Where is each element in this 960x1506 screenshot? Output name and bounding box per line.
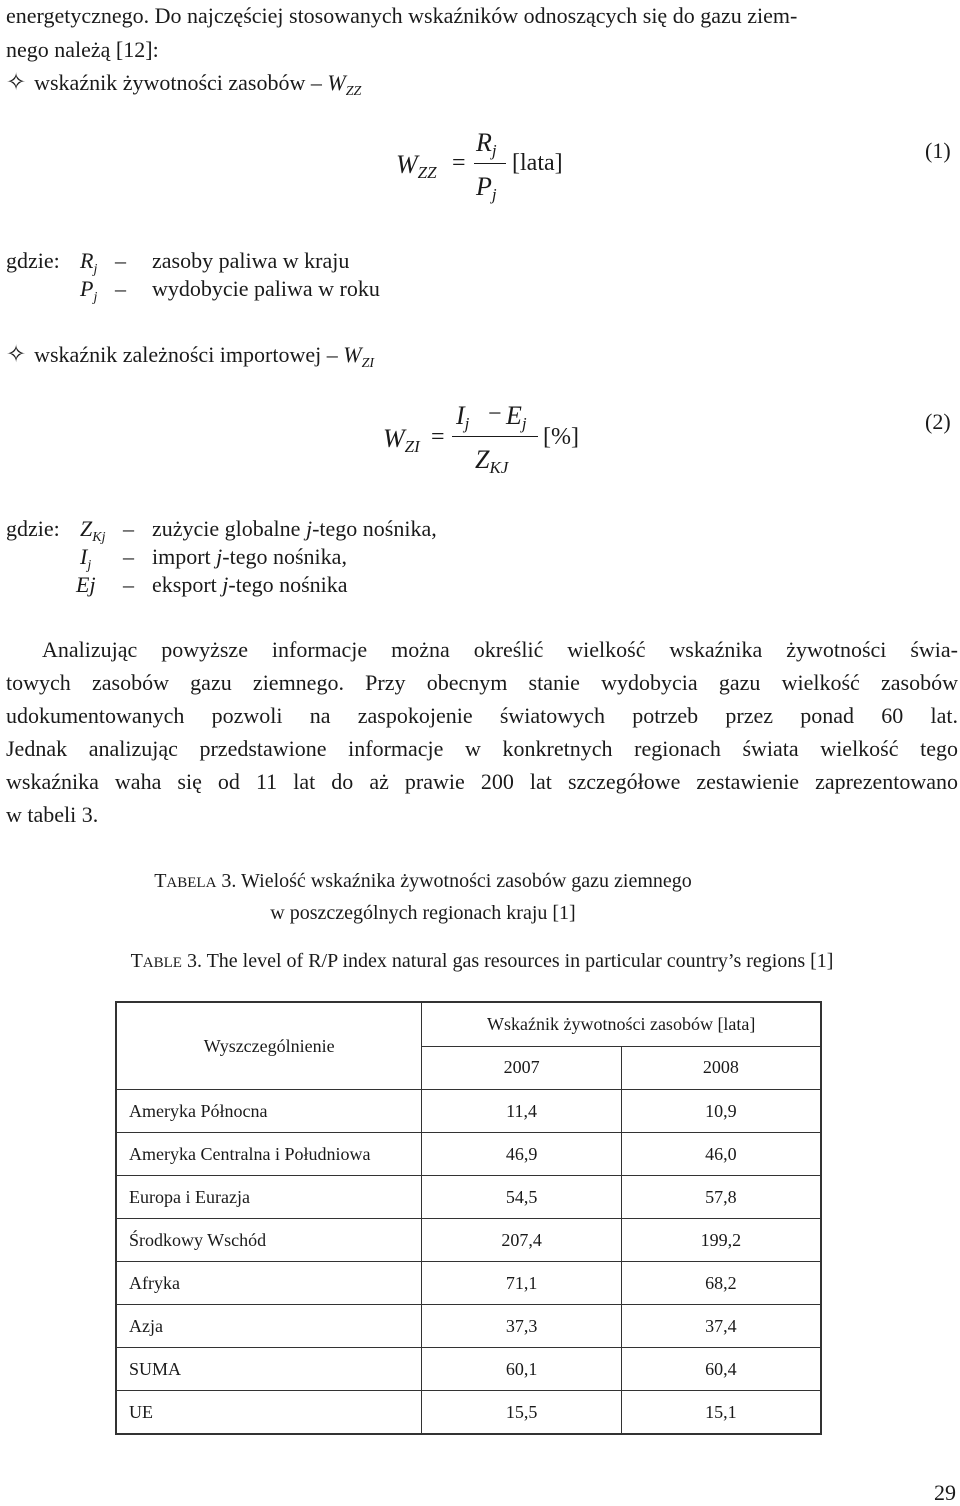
table-caption-en: TABLE 3. The level of R/P index natural gas resources in particular country’s regions [1]	[130, 950, 834, 972]
where-2-dash-2: –	[123, 572, 134, 597]
table-row	[116, 1348, 821, 1391]
table-row	[116, 1176, 821, 1219]
where-1-sym-1: $P_j$	[80, 276, 98, 305]
row-value-2007: 60,1	[422, 1348, 621, 1391]
formula-2-numerator-b: $E_j$	[506, 401, 527, 433]
formula-2-denominator: $Z_{KJ}$	[475, 445, 509, 477]
formula-1-unit: [lata]	[512, 150, 563, 176]
indicator-zi-label: wskaźnik zależności importowej –	[34, 342, 344, 367]
row-value-2008: 46,0	[621, 1133, 821, 1176]
indicator-zz-sub: ZZ	[345, 84, 362, 99]
page-number: 29	[934, 1480, 956, 1505]
paragraph-line: Jednak analizując przedstawione informacje w konkretnych regionach świata wielkość tego	[6, 736, 958, 761]
table-row	[116, 1133, 821, 1176]
row-name: Ameryka Północna	[116, 1090, 422, 1133]
table-header-row	[116, 1002, 821, 1046]
star-bullet-icon: ✧	[6, 70, 27, 96]
resources-table	[115, 1001, 822, 1435]
where-2-sym-1: $I_j$	[80, 544, 92, 573]
row-value-2007: 15,5	[422, 1391, 621, 1435]
row-name: Ameryka Centralna i Południowa	[116, 1133, 422, 1176]
formula-2-fraction-bar	[452, 436, 538, 437]
indicator-zi-symbol: W	[343, 342, 362, 367]
row-value-2007: 207,4	[422, 1219, 621, 1262]
formula-1-eq: =	[452, 150, 466, 176]
formula-1-numerator: $R_j$	[476, 128, 497, 160]
analysis-paragraph	[6, 633, 958, 831]
star-bullet-icon: ✧	[6, 342, 27, 368]
row-value-2007: 71,1	[422, 1262, 621, 1305]
row-name: SUMA	[116, 1348, 422, 1391]
where-1-prefix: gdzie:	[6, 248, 60, 273]
formula-2-lhs: $W_{ZI}$	[383, 424, 420, 456]
table-caption-pl: TABELA 3. Wielość wskaźnika żywotności zasobów gazu ziemnego w poszczególnych regionach kraju [1]	[154, 870, 692, 924]
row-value-2008: 15,1	[621, 1391, 821, 1435]
intro-line-2: nego należą [12]:	[6, 37, 159, 62]
formula-2-number: (2)	[925, 409, 951, 434]
table-row	[116, 1391, 821, 1435]
where-2-dash-1: –	[123, 544, 134, 569]
where-2-desc-1: import j-tego nośnika,	[152, 544, 347, 569]
where-1-dash-0: –	[115, 248, 126, 273]
where-2-prefix: gdzie:	[6, 516, 60, 541]
indicator-zz	[6, 70, 362, 99]
header-group: Wskaźnik żywotności zasobów [lata]	[422, 1002, 821, 1046]
table-row	[116, 1262, 821, 1305]
where-2-sym-2: Ej	[76, 572, 96, 597]
row-value-2007: 37,3	[422, 1305, 621, 1348]
formula-1-denominator: $P_j$	[476, 172, 497, 204]
formula-2-eq: =	[431, 424, 445, 450]
row-value-2007: 54,5	[422, 1176, 621, 1219]
row-name: Środkowy Wschód	[116, 1219, 422, 1262]
row-value-2008: 57,8	[621, 1176, 821, 1219]
where-1-sym-0: $R_j$	[80, 248, 98, 277]
where-1-desc-0: zasoby paliwa w kraju	[152, 248, 350, 273]
formula-2-numerator-a: $I_j$	[456, 401, 470, 433]
paragraph-line: towych zasobów gazu ziemnego. Przy obecnym stanie wydobycia gazu wielkość zasobów	[6, 670, 958, 695]
header-year-2008: 2008	[621, 1046, 821, 1090]
formula-2-minus: −	[488, 401, 502, 427]
row-name: Azja	[116, 1305, 422, 1348]
where-1-dash-1: –	[115, 276, 126, 301]
paragraph-line: Analizując powyższe informacje można określić wielkość wskaźnika żywotności świa-	[42, 637, 958, 662]
paragraph-line: wskaźnika waha się od 11 lat do aż prawie 200 lat szczegółowe zestawienie zaprezentowano	[6, 769, 958, 794]
row-value-2007: 11,4	[422, 1090, 621, 1133]
intro-line-1: energetycznego. Do najczęściej stosowanych wskaźników odnoszących się do gazu ziem-	[6, 3, 798, 28]
row-name: Europa i Eurazja	[116, 1176, 422, 1219]
row-value-2008: 10,9	[621, 1090, 821, 1133]
header-year-2007: 2007	[422, 1046, 621, 1090]
formula-2-unit: [%]	[543, 424, 579, 450]
paragraph-line: udokumentowanych pozwoli na zaspokojenie światowych potrzeb przez ponad 60 lat.	[6, 703, 958, 728]
where-2-desc-0: zużycie globalne j-tego nośnika,	[152, 516, 437, 541]
row-value-2008: 68,2	[621, 1262, 821, 1305]
table-row	[116, 1305, 821, 1348]
formula-1-lhs: $W_{ZZ}$	[396, 150, 437, 182]
row-value-2007: 46,9	[422, 1133, 621, 1176]
formula-1-fraction-bar	[474, 163, 506, 164]
header-category: Wyszczególnienie	[116, 1002, 422, 1090]
indicator-zz-label: wskaźnik żywotności zasobów –	[34, 70, 328, 95]
where-1-desc-1: wydobycie paliwa w roku	[152, 276, 380, 301]
row-value-2008: 60,4	[621, 1348, 821, 1391]
row-name: Afryka	[116, 1262, 422, 1305]
table-row	[116, 1219, 821, 1262]
where-2-dash-0: –	[123, 516, 134, 541]
row-value-2008: 199,2	[621, 1219, 821, 1262]
row-value-2008: 37,4	[621, 1305, 821, 1348]
indicator-zz-symbol: W	[327, 70, 346, 95]
paragraph-line: w tabeli 3.	[6, 802, 99, 827]
indicator-zi-sub: ZI	[361, 356, 375, 371]
where-2-sym-0: $Z_{Kj}$	[80, 516, 106, 545]
formula-1-number: (1)	[925, 138, 951, 163]
table-row	[116, 1090, 821, 1133]
where-2-desc-2: eksport j-tego nośnika	[152, 572, 348, 597]
row-name: UE	[116, 1391, 422, 1435]
indicator-zi	[6, 342, 375, 371]
